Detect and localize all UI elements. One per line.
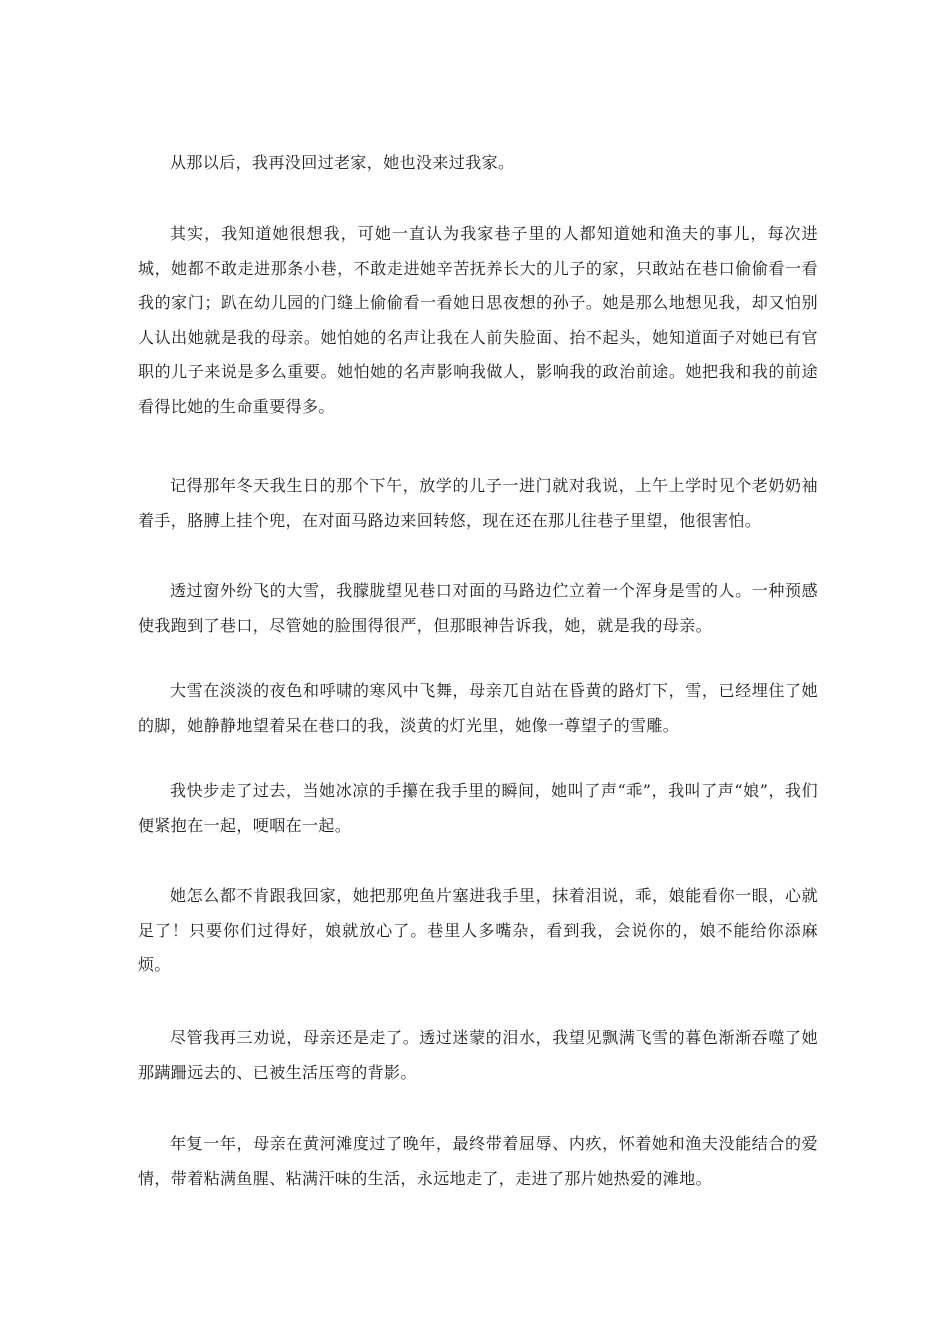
paragraph-7: 她怎么都不肯跟我回家，她把那兜鱼片塞进我手里，抹着泪说，乖，娘能看你一眼，心就足了！只要你们过得好，娘就放心了。巷里人多嘴杂，看到我，会说你的，娘不能给你添麻烦。: [138, 886, 818, 974]
paragraph-8: 尽管我再三劝说，母亲还是走了。透过迷蒙的泪水，我望见飘满飞雪的暮色渐渐吞噬了她那蹒跚远去的、已被生活压弯的背影。: [138, 1028, 818, 1082]
paragraph-2: 其实，我知道她很想我，可她一直认为我家巷子里的人都知道她和渔夫的事儿，每次进城，她都不敢走进那条小巷，不敢走进她辛苦抚养长大的儿子的家，只敢站在巷口偷偷看一看我的家门；趴在幼儿园的门缝上偷偷看一看她日思夜想的孙子。她是那么地想见我，却又怕别人认出她就是我的母亲。她怕她的名声让我在人前失脸面、抬不起头，她知道面子对她已有官职的儿子来说是多么重要。她怕她的名声影响我做人，影响我的政治前途。她把我和我的前途看得比她的生命重要得多。: [138, 224, 818, 416]
paragraph-1: 从那以后，我再没回过老家，她也没来过我家。: [170, 153, 515, 172]
paragraph-3: 记得那年冬天我生日的那个下午，放学的儿子一进门就对我说，上午上学时见个老奶奶袖着手，胳膊上挂个兜，在对面马路边来回转悠，现在还在那儿往巷子里望，他很害怕。: [138, 476, 818, 530]
paragraph-5: 大雪在淡淡的夜色和呼啸的寒风中飞舞，母亲兀自站在昏黄的路灯下，雪，已经埋住了她的脚，她静静地望着呆在巷口的我，淡黄的灯光里，她像一尊望子的雪雕。: [138, 681, 818, 735]
paragraph-9: 年复一年，母亲在黄河滩度过了晚年，最终带着屈辱、内疚，怀着她和渔夫没能结合的爱情，带着粘满鱼腥、粘满汗味的生活，永远地走了，走进了那片她热爱的滩地。: [138, 1134, 818, 1188]
paragraph-4: 透过窗外纷飞的大雪，我朦胧望见巷口对面的马路边伫立着一个浑身是雪的人。一种预感使我跑到了巷口，尽管她的脸围得很严，但那眼神告诉我，她，就是我的母亲。: [138, 581, 818, 635]
paragraph-6: 我快步走了过去，当她冰凉的手攥在我手里的瞬间，她叫了声“乖”，我叫了声“娘”，我们便紧抱在一起，哽咽在一起。: [138, 781, 818, 835]
